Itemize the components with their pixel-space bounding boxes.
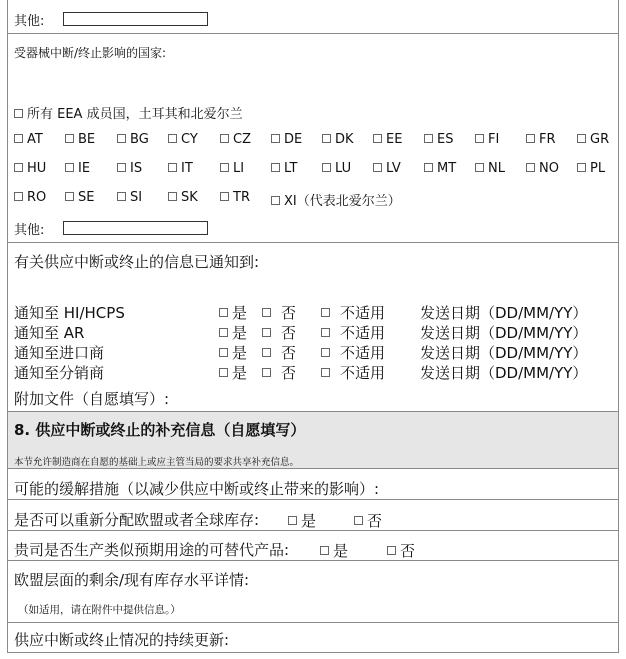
notify-yes[interactable] <box>219 342 247 363</box>
country-code: IE <box>78 161 91 176</box>
checkbox-icon[interactable] <box>321 368 330 377</box>
redistribute-no[interactable] <box>354 510 382 531</box>
no-label: 否 <box>281 304 297 322</box>
checkbox-icon[interactable] <box>117 163 126 172</box>
checkbox-icon[interactable] <box>577 134 586 143</box>
country-checkbox[interactable] <box>117 132 149 147</box>
affected-countries-title: 受器械中断/终止影响的国家: <box>14 46 167 60</box>
checkbox-icon[interactable] <box>475 134 484 143</box>
checkbox-icon[interactable] <box>219 348 228 357</box>
all-eea-label: 所有 EEA 成员国，土耳其和北爱尔兰 <box>27 107 243 122</box>
row-divider <box>7 560 619 561</box>
country-code: LI <box>233 161 245 176</box>
checkbox-icon[interactable] <box>424 163 433 172</box>
country-code: BG <box>130 132 149 147</box>
country-code: AT <box>27 132 43 147</box>
checkbox-icon[interactable] <box>220 192 229 201</box>
eu-stock-title: 欧盟层面的剩余/现有库存水平详情: <box>14 571 250 589</box>
section8-note: 本节允许制造商在自愿的基础上或应主管当局的要求共享补充信息。 <box>14 457 300 468</box>
checkbox-icon[interactable] <box>219 368 228 377</box>
row-divider <box>7 411 619 412</box>
checkbox-icon[interactable] <box>14 109 23 118</box>
country-code: PL <box>590 161 606 176</box>
affected-other-input[interactable] <box>63 221 208 235</box>
redistribute-question: 是否可以重新分配欧盟或者全球库存: <box>14 511 260 529</box>
country-code: FI <box>488 132 500 147</box>
row-divider <box>7 652 619 653</box>
country-code: XI（代表北爱尔兰） <box>284 194 401 209</box>
country-checkbox[interactable] <box>220 132 251 147</box>
row-divider <box>7 242 619 243</box>
country-code: LV <box>386 161 401 176</box>
notify-yes[interactable] <box>219 322 247 343</box>
country-code: NO <box>539 161 559 176</box>
checkbox-icon[interactable] <box>262 368 271 377</box>
checkbox-icon[interactable] <box>321 308 330 317</box>
checkbox-icon[interactable] <box>168 192 177 201</box>
checkbox-icon[interactable] <box>14 163 23 172</box>
mitigation-label: 可能的缓解措施（以减少供应中断或终止带来的影响）: <box>14 480 380 498</box>
na-label: 不适用 <box>340 364 386 382</box>
checkbox-icon[interactable] <box>117 134 126 143</box>
country-checkbox[interactable] <box>475 132 499 147</box>
country-checkbox[interactable] <box>220 190 250 205</box>
checkbox-icon[interactable] <box>271 134 280 143</box>
checkbox-icon[interactable] <box>373 163 382 172</box>
notify-na[interactable] <box>321 342 385 363</box>
country-checkbox[interactable] <box>168 190 198 205</box>
no-label: 否 <box>281 324 297 342</box>
yes-label: 是 <box>232 304 248 322</box>
country-code: LT <box>284 161 298 176</box>
country-code: SE <box>78 190 95 205</box>
row-divider <box>7 499 619 500</box>
no-label: 否 <box>367 512 383 530</box>
no-label: 否 <box>400 542 416 560</box>
notify-no[interactable] <box>262 362 296 383</box>
notify-yes[interactable] <box>219 302 247 323</box>
country-checkbox[interactable] <box>373 161 401 176</box>
country-code: DK <box>335 132 354 147</box>
na-label: 不适用 <box>340 304 386 322</box>
country-checkbox[interactable] <box>65 132 95 147</box>
no-label: 否 <box>281 344 297 362</box>
notify-na[interactable] <box>321 362 385 383</box>
country-code: HU <box>27 161 47 176</box>
attachments-label: 附加文件（自愿填写）: <box>14 390 170 408</box>
checkbox-icon[interactable] <box>117 192 126 201</box>
checkbox-icon[interactable] <box>65 192 74 201</box>
country-checkbox[interactable] <box>14 132 43 147</box>
checkbox-icon[interactable] <box>219 308 228 317</box>
eu-stock-note: （如适用，请在附件中提供信息。） <box>18 604 181 616</box>
country-checkbox[interactable] <box>65 161 90 176</box>
checkbox-icon[interactable] <box>321 328 330 337</box>
notification-title: 有关供应中断或终止的信息已通知到: <box>14 253 260 271</box>
country-checkbox[interactable] <box>220 161 244 176</box>
no-label: 否 <box>281 364 297 382</box>
notify-no[interactable] <box>262 302 296 323</box>
section8-heading: 8. 供应中断或终止的补充信息（自愿填写） <box>14 421 306 439</box>
country-checkbox[interactable] <box>373 132 402 147</box>
country-code: SI <box>130 190 143 205</box>
country-checkbox[interactable] <box>65 190 94 205</box>
checkbox-icon[interactable] <box>577 163 586 172</box>
checkbox-icon[interactable] <box>168 134 177 143</box>
checkbox-icon[interactable] <box>424 134 433 143</box>
checkbox-icon[interactable] <box>65 163 74 172</box>
yes-label: 是 <box>301 512 317 530</box>
yes-label: 是 <box>232 324 248 342</box>
checkbox-icon[interactable] <box>373 134 382 143</box>
country-checkbox[interactable] <box>117 161 142 176</box>
notify-na[interactable] <box>321 302 385 323</box>
checkbox-icon[interactable] <box>322 163 331 172</box>
country-code: GR <box>590 132 610 147</box>
alternatives-question: 贵司是否生产类似预期用途的可替代产品: <box>14 541 290 559</box>
checkbox-icon[interactable] <box>321 348 330 357</box>
checkbox-icon[interactable] <box>526 134 535 143</box>
country-checkbox[interactable] <box>475 161 505 176</box>
checkbox-icon[interactable] <box>271 163 280 172</box>
send-date-label: 发送日期（DD/MM/YY） <box>420 324 588 342</box>
alternatives-yes[interactable] <box>320 540 348 561</box>
row-divider <box>7 468 619 469</box>
country-checkbox[interactable] <box>322 132 354 147</box>
alternatives-no[interactable] <box>387 540 415 561</box>
checkbox-icon[interactable] <box>354 516 363 525</box>
country-code: SK <box>181 190 198 205</box>
na-label: 不适用 <box>340 344 386 362</box>
notify-yes[interactable] <box>219 362 247 383</box>
country-checkbox[interactable] <box>577 132 609 147</box>
checkbox-icon[interactable] <box>65 134 74 143</box>
country-checkbox[interactable] <box>271 190 401 209</box>
form-right-border <box>618 0 619 653</box>
country-code: RO <box>27 190 47 205</box>
notify-no[interactable] <box>262 322 296 343</box>
row-divider <box>7 622 619 623</box>
checkbox-icon[interactable] <box>14 192 23 201</box>
country-checkbox[interactable] <box>526 161 559 176</box>
notify-na[interactable] <box>321 322 385 343</box>
country-checkbox[interactable] <box>168 132 198 147</box>
notification-target-label: 通知至 AR <box>14 324 85 342</box>
yes-label: 是 <box>333 542 349 560</box>
country-checkbox[interactable] <box>424 132 453 147</box>
country-code: IS <box>130 161 143 176</box>
checkbox-icon[interactable] <box>220 134 229 143</box>
notify-no[interactable] <box>262 342 296 363</box>
send-date-label: 发送日期（DD/MM/YY） <box>420 344 588 362</box>
country-code: IT <box>181 161 193 176</box>
country-code: ES <box>437 132 454 147</box>
checkbox-icon[interactable] <box>271 196 280 205</box>
country-checkbox[interactable] <box>322 161 351 176</box>
checkbox-icon[interactable] <box>320 546 329 555</box>
country-code: EE <box>386 132 403 147</box>
other-label: 其他: <box>14 14 45 29</box>
notification-target-label: 通知至 HI/HCPS <box>14 304 125 322</box>
na-label: 不适用 <box>340 324 386 342</box>
country-code: FR <box>539 132 556 147</box>
notification-target-label: 通知至分销商 <box>14 364 105 382</box>
checkbox-icon[interactable] <box>387 546 396 555</box>
checkbox-icon[interactable] <box>322 134 331 143</box>
other-input[interactable] <box>63 12 208 26</box>
checkbox-icon[interactable] <box>288 516 297 525</box>
country-checkbox[interactable] <box>168 161 193 176</box>
all-eea-checkbox[interactable] <box>14 103 243 122</box>
send-date-label: 发送日期（DD/MM/YY） <box>420 364 588 382</box>
checkbox-icon[interactable] <box>262 328 271 337</box>
country-checkbox[interactable] <box>117 190 142 205</box>
country-code: CZ <box>233 132 251 147</box>
country-code: BE <box>78 132 96 147</box>
country-code: CY <box>181 132 198 147</box>
ongoing-updates-label: 供应中断或终止情况的持续更新: <box>14 631 230 649</box>
affected-other-label: 其他: <box>14 223 45 238</box>
country-checkbox[interactable] <box>14 190 46 205</box>
country-code: DE <box>284 132 303 147</box>
checkbox-icon[interactable] <box>262 348 271 357</box>
checkbox-icon[interactable] <box>14 134 23 143</box>
checkbox-icon[interactable] <box>219 328 228 337</box>
checkbox-icon[interactable] <box>262 308 271 317</box>
country-checkbox[interactable] <box>577 161 605 176</box>
country-checkbox[interactable] <box>526 132 556 147</box>
checkbox-icon[interactable] <box>475 163 484 172</box>
redistribute-yes[interactable] <box>288 510 316 531</box>
country-checkbox[interactable] <box>424 161 456 176</box>
form-left-border <box>7 0 8 653</box>
country-code: MT <box>437 161 457 176</box>
checkbox-icon[interactable] <box>526 163 535 172</box>
country-checkbox[interactable] <box>271 132 302 147</box>
country-checkbox[interactable] <box>14 161 46 176</box>
country-code: TR <box>233 190 250 205</box>
notification-target-label: 通知至进口商 <box>14 344 105 362</box>
country-code: LU <box>335 161 352 176</box>
country-checkbox[interactable] <box>271 161 297 176</box>
row-divider <box>7 33 619 34</box>
checkbox-icon[interactable] <box>168 163 177 172</box>
yes-label: 是 <box>232 364 248 382</box>
country-code: NL <box>488 161 505 176</box>
checkbox-icon[interactable] <box>220 163 229 172</box>
send-date-label: 发送日期（DD/MM/YY） <box>420 304 588 322</box>
yes-label: 是 <box>232 344 248 362</box>
